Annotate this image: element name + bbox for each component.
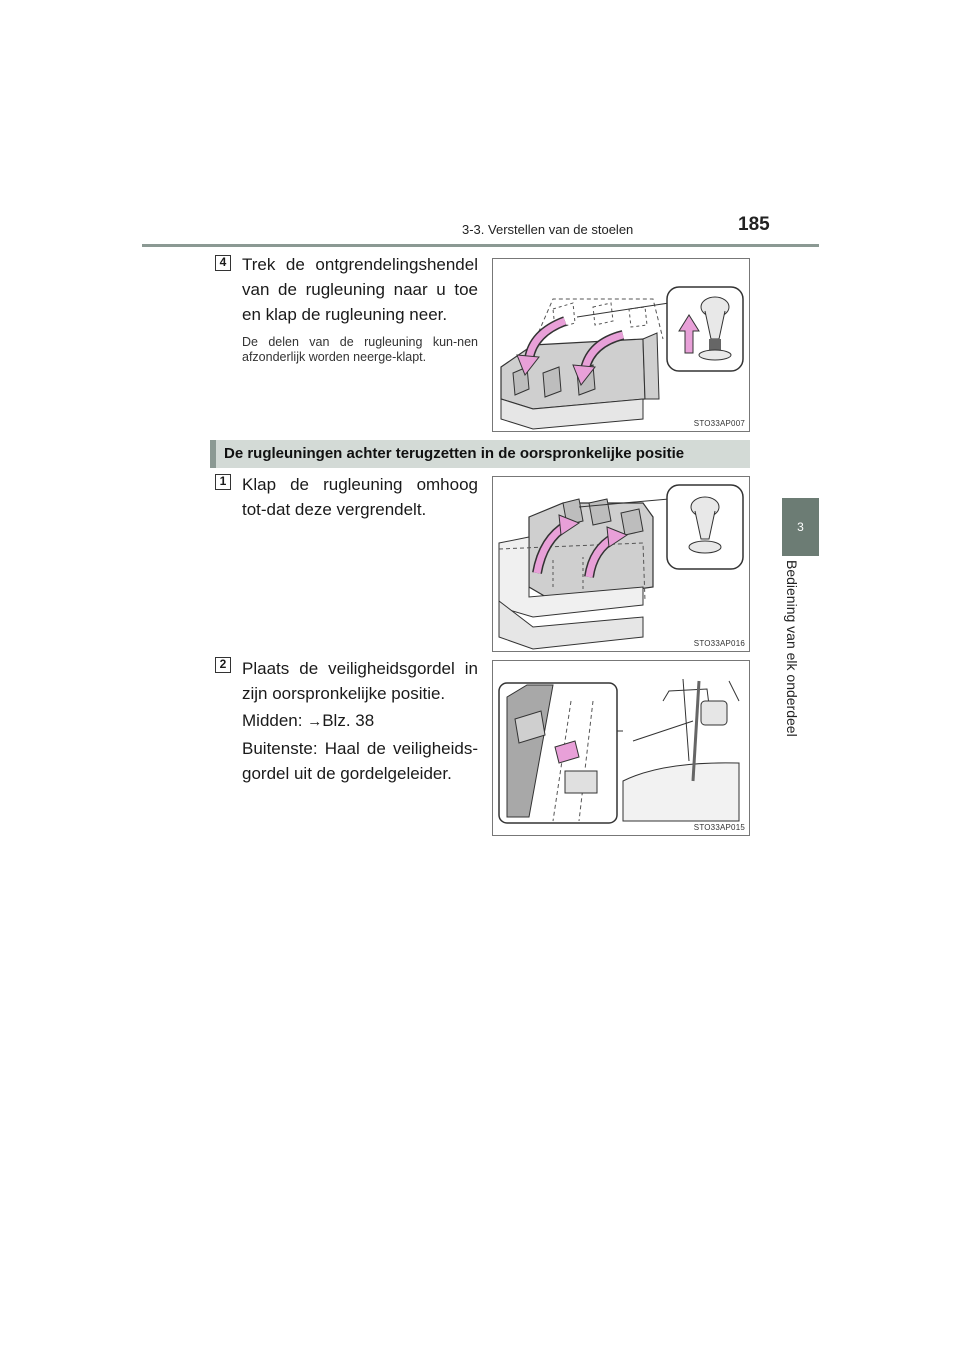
- step-badge-1: 1: [215, 474, 231, 490]
- step2-middle-reference[interactable]: Blz. 38: [322, 711, 375, 730]
- step4-note: De delen van de rugleuning kun-nen afzonderlijk worden neerge-klapt.: [242, 335, 478, 364]
- step1-text: Klap de rugleuning omhoog tot-dat deze vergrendelt.: [242, 475, 478, 519]
- step-badge-2: 2: [215, 657, 231, 673]
- step2-outer: Buitenste: Haal de veiligheids-gordel uit de gordelgeleider.: [242, 739, 478, 783]
- figure-seatbelt: [492, 660, 750, 836]
- reference-arrow-icon: →: [307, 713, 323, 730]
- step4-text: Trek de ontgrendelingshendel van de rugleuning naar u toe en klap de rugleuning neer.: [242, 255, 478, 324]
- step-badge-4: 4: [215, 255, 231, 271]
- step2-middle: [242, 708, 478, 734]
- seat-fold-down-illustration: [493, 259, 749, 431]
- seatbelt-guide-illustration: [493, 661, 749, 835]
- header-rule: [142, 244, 819, 247]
- chapter-tab: 3: [782, 498, 819, 556]
- figure-fold-down: [492, 258, 750, 432]
- section-heading-bar: [210, 440, 750, 468]
- chapter-label: Bediening van elk onderdeel: [784, 560, 800, 737]
- section-title: De rugleuningen achter terugzetten in de oorspronkelijke positie: [224, 445, 685, 462]
- seat-fold-up-illustration: [493, 477, 749, 651]
- figure-code: STO33AP007: [693, 419, 745, 428]
- figure-code: STO33AP016: [693, 639, 745, 648]
- header-section-title: 3-3. Verstellen van de stoelen: [462, 222, 634, 237]
- page-number: 185: [738, 214, 770, 235]
- step2-middle-prefix: Midden:: [242, 711, 308, 730]
- step2-text: Plaats de veiligheidsgordel in zijn oorspronkelijke positie.: [242, 659, 478, 703]
- figure-code: STO33AP015: [693, 823, 745, 832]
- figure-fold-up: [492, 476, 750, 652]
